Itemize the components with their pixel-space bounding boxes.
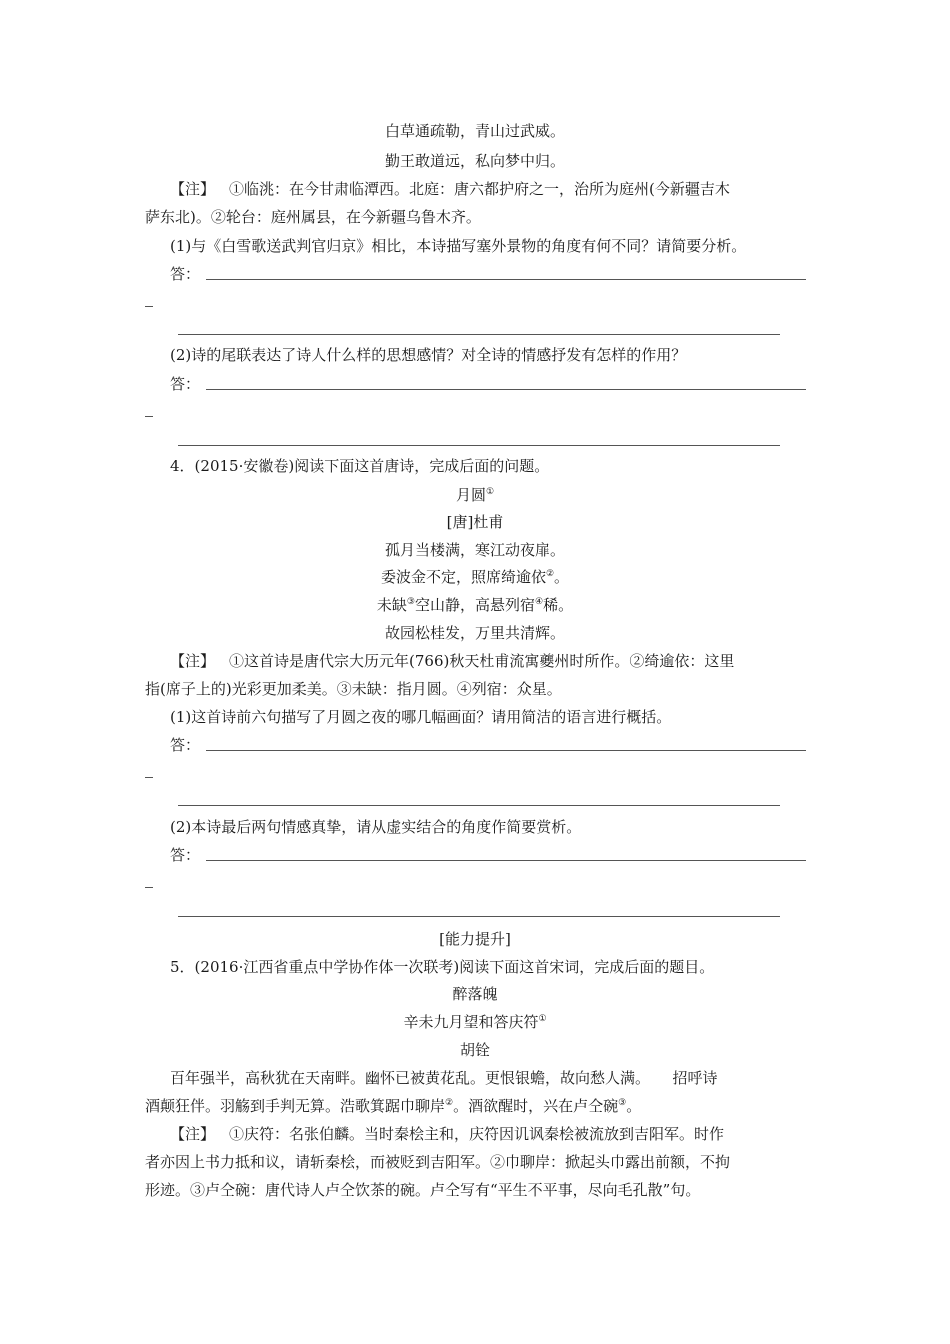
note-text: ①这首诗是唐代宗大历元年(766)秋天杜甫流寓夔州时所作。②绮逾依：这里 <box>229 652 735 670</box>
note-text: 指(席子上的)光彩更加柔美。③未缺：指月圆。④列宿：众星。 <box>145 680 562 698</box>
note-block <box>170 651 734 671</box>
sub-question: (1)这首诗前六句描写了月圆之夜的哪几幅画面？请用简洁的语言进行概括。 <box>170 708 672 726</box>
answer-dash <box>145 306 153 307</box>
answer-label: 答： <box>170 736 201 754</box>
sub-question: (2)诗的尾联表达了诗人什么样的思想感情？对全诗的情感抒发有怎样的作用？ <box>170 346 687 364</box>
question-stem: 5．(2016·江西省重点中学协作体一次联考)阅读下面这首宋词，完成后面的题目。 <box>170 958 715 976</box>
answer-line[interactable] <box>206 279 806 280</box>
poem-line: 白草通疏勒，青山过武威。 <box>384 122 565 140</box>
answer-dash <box>145 416 153 417</box>
poem-line: 孤月当楼满，寒江动夜扉。 <box>384 541 565 559</box>
poem-author: [唐]杜甫 <box>446 513 504 531</box>
note-block <box>170 1124 724 1144</box>
answer-label: 答： <box>170 846 201 864</box>
answer-label: 答： <box>170 375 201 393</box>
poem-body: 百年强半，高秋犹在天南畔。幽怀已被黄花乱。更恨银蟾，故向愁人满。 招呼诗 <box>170 1069 718 1087</box>
poem-line: 勤王敢道远，私向梦中归。 <box>384 152 565 170</box>
note-text: ①临洮：在今甘肃临潭西。北庭：唐六都护府之一，治所为庭州(今新疆吉木 <box>229 180 730 198</box>
footnote-mark: ② <box>445 1098 454 1108</box>
answer-line[interactable] <box>206 389 806 390</box>
poem-line: 未缺③空山静，高悬列宿④稀。 <box>376 596 574 614</box>
poem-author: 胡铨 <box>459 1041 490 1059</box>
poem-title: 醉落魄 <box>452 985 498 1003</box>
answer-label: 答： <box>170 265 201 283</box>
note-label: 【注】 <box>170 652 216 670</box>
note-label: 【注】 <box>170 180 216 198</box>
answer-dash <box>145 887 153 888</box>
poem-body: 酒颠狂伴。羽觞到手判无算。浩歌箕踞巾聊岸②。酒欲醒时，兴在卢仝碗③。 <box>145 1097 642 1115</box>
answer-line[interactable] <box>178 805 780 806</box>
footnote-mark: ① <box>485 487 495 497</box>
poem-title: 月圆① <box>455 486 495 504</box>
sub-question: (1)与《白雪歌送武判官归京》相比，本诗描写塞外景物的角度有何不同？请简要分析。 <box>170 237 747 255</box>
answer-line[interactable] <box>206 750 806 751</box>
section-title: [能力提升] <box>439 930 511 948</box>
answer-line[interactable] <box>178 334 780 335</box>
footnote-mark: ④ <box>535 597 544 607</box>
footnote-mark: ② <box>545 569 555 579</box>
answer-dash <box>145 777 153 778</box>
footnote-mark: ③ <box>618 1098 627 1108</box>
note-text: 萨东北)。②轮台：庭州属县，在今新疆乌鲁木齐。 <box>145 208 481 226</box>
question-stem: 4．(2015·安徽卷)阅读下面这首唐诗，完成后面的问题。 <box>170 457 550 475</box>
note-block <box>170 179 730 199</box>
note-text: ①庆符：名张伯麟。当时秦桧主和，庆符因讥讽秦桧被流放到吉阳军。时作 <box>229 1125 725 1143</box>
poem-subtitle: 辛未九月望和答庆符① <box>403 1013 547 1031</box>
answer-line[interactable] <box>178 916 780 917</box>
sub-question: (2)本诗最后两句情感真挚，请从虚实结合的角度作简要赏析。 <box>170 818 582 836</box>
poem-line: 故园松桂发，万里共清辉。 <box>384 624 565 642</box>
footnote-mark: ③ <box>406 597 415 607</box>
note-text: 者亦因上书力抵和议，请斩秦桧，而被贬到吉阳军。②巾聊岸：掀起头巾露出前额，不拘 <box>145 1153 731 1171</box>
answer-line[interactable] <box>206 860 806 861</box>
poem-line: 委波金不定，照席绮逾依②。 <box>380 568 570 586</box>
note-label: 【注】 <box>170 1125 216 1143</box>
answer-line[interactable] <box>178 445 780 446</box>
note-text: 形迹。③卢仝碗：唐代诗人卢仝饮茶的碗。卢仝写有“平生不平事，尽向毛孔散”句。 <box>145 1181 701 1199</box>
footnote-mark: ① <box>538 1014 547 1024</box>
